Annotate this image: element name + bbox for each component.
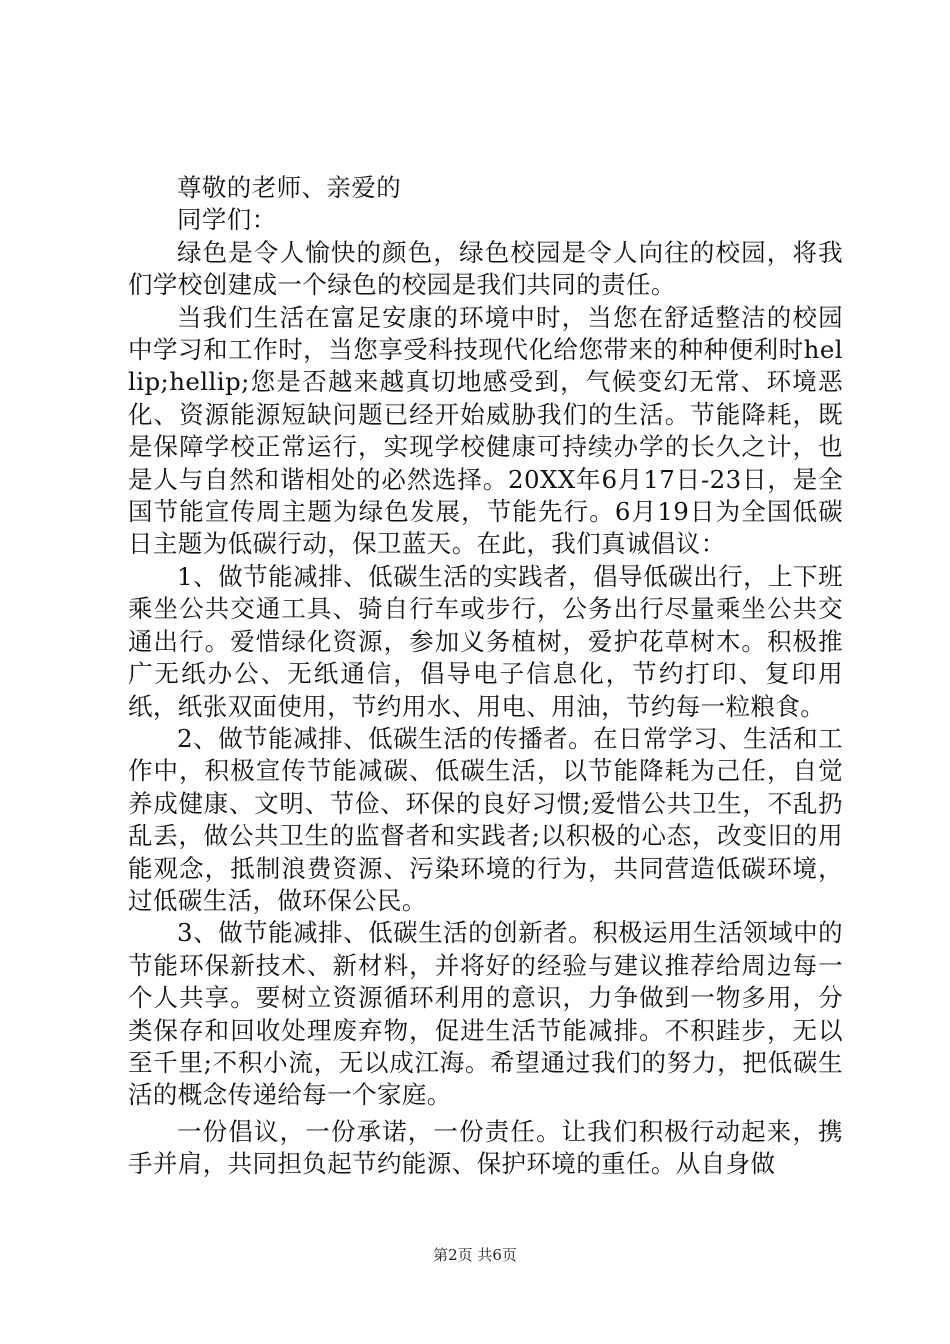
salutation-line-2: 同学们：	[177, 205, 277, 235]
paragraph-background: 当我们生活在富足安康的环境中时，当您在舒适整洁的校园中学习和工作时，当您享受科技现代化给您带来的种种便利时hellip;hellip;您是否越来越真切地感受到，气候变幻无常、环境恶化、资源能源短缺问题已经开始威胁我们的生活。节能降耗，既是保障学校正常运行，实现学校健康可持续办学的长久之计，也是人与自然和谐相处的必然选择。20XX年6月17日-23日，是全国节能宣传周主题为绿色发展，节能先行。6月19日为全国低碳日主题为低碳行动，保卫蓝天。在此，我们真诚倡议：	[128, 302, 843, 559]
paragraph-proposal-2: 2、做节能减排、低碳生活的传播者。在日常学习、生活和工作中，积极宣传节能减碳、低碳生活，以节能降耗为己任，自觉养成健康、文明、节俭、环保的良好习惯;爱惜公共卫生，不乱扔乱丢，做公共卫生的监督者和实践者;以积极的心态，改变旧的用能观念，抵制浪费资源、污染环境的行为，共同营造低碳环境，过低碳生活，做环保公民。	[128, 723, 843, 915]
paragraph-proposal-3: 3、做节能减排、低碳生活的创新者。积极运用生活领域中的节能环保新技术、新材料，并将好的经验与建议推荐给周边每一个人共享。要树立资源循环利用的意识，力争做到一物多用，分类保存和回收处理废弃物，促进生活节能减排。不积跬步，无以至千里;不积小流，无以成江海。希望通过我们的努力，把低碳生活的概念传递给每一个家庭。	[128, 918, 843, 1110]
document-body	[128, 172, 843, 1181]
paragraph-closing: 一份倡议，一份承诺，一份责任。让我们积极行动起来，携手并肩，共同担负起节约能源、保护环境的重任。从自身做	[128, 1116, 843, 1179]
paragraph-intro: 绿色是令人愉快的颜色，绿色校园是令人向往的校园，将我们学校创建成一个绿色的校园是我们共同的责任。	[128, 237, 843, 300]
salutation-line-1: 尊敬的老师、亲爱的	[177, 173, 402, 202]
paragraph-proposal-1: 1、做节能减排、低碳生活的实践者，倡导低碳出行，上下班乘坐公共交通工具、骑自行车或步行，公务出行尽量乘坐公共交通出行。爱惜绿化资源，参加义务植树，爱护花草树木。积极推广无纸办公、无纸通信，倡导电子信息化，节约打印、复印用纸，纸张双面使用，节约用水、用电、用油，节约每一粒粮食。	[128, 561, 843, 721]
page-number-footer: 第2页 共6页	[433, 1246, 517, 1264]
